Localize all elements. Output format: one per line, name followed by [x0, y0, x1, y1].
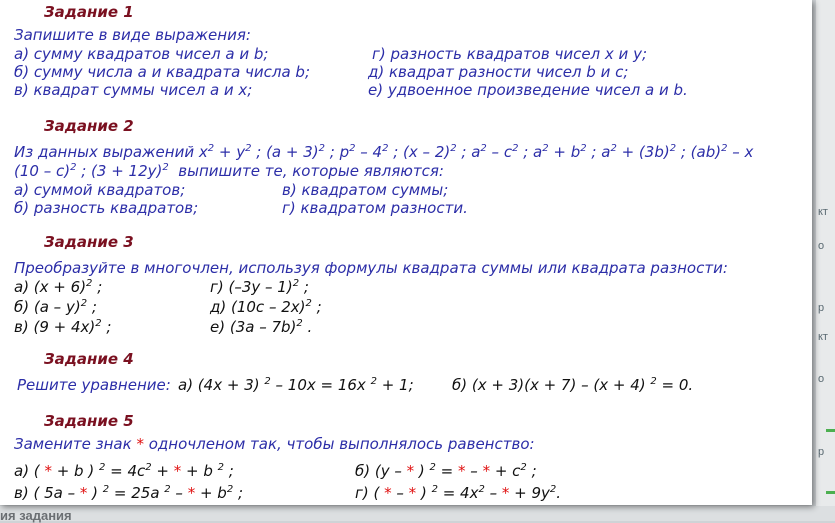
background-accent [826, 429, 835, 432]
task-2-item-a: а) суммой квадратов; [14, 181, 186, 199]
task-2-tail: выпишите те, которые являются: [178, 162, 444, 180]
task-3-intro: Преобразуйте в многочлен, используя формулы квадрата суммы или квадрата разности: [14, 259, 728, 277]
task-5-item-v: в) ( 5a – * ) $^2$ = 25a $^2$ – * + $b^2$ ; [14, 484, 244, 502]
task-1-item-e: е) удвоенное произведение чисел а и b. [368, 81, 688, 99]
task-2-expressions-cont: (10 – c)$^2$ ; $(3 + 12y)^2$ выпишите те, которые являются: [14, 162, 444, 180]
task-1-item-b: б) сумму числа а и квадрата числа b; [14, 63, 311, 81]
background-fragment: р [818, 302, 825, 314]
task-3-item-d: д) (10c – 2x)$^2$ ; [210, 298, 322, 316]
task-1-item-d: д) квадрат разности чисел b и c; [368, 63, 629, 81]
background-fragment: р [818, 446, 825, 458]
task-2-item-b: б) разность квадратов; [14, 199, 199, 217]
task-2-item-v: в) квадратом суммы; [282, 181, 449, 199]
task-5-heading: Задание 5 [44, 412, 134, 430]
task-4-heading: Задание 4 [44, 350, 134, 368]
task-2-heading: Задание 2 [44, 117, 134, 135]
background-fragment: кт [818, 206, 828, 218]
background-accent [826, 491, 835, 494]
background-bottom-strip [0, 506, 835, 521]
task-5-intro: Замените знак * одночленом так, чтобы выполнялось равенство: [14, 435, 535, 453]
task-2-expressions: $x^2 + y^2$ ; $(a + 3)^2$ ; $p^2 - 4^2$ ; (x – 2)$^2$ ; $a^2 - c^2$ ; $a^2 + b^2$ ; $a^2 + (3b)^2$ ; (ab)$^2$ – x [198, 143, 754, 161]
background-page-edge [816, 0, 835, 521]
task-4-equation-b: б) (x + 3)(x + 7) – (x + 4) $^2$ = 0. [452, 376, 694, 394]
task-3-item-a: а) $(x + 6)^2$ ; [14, 278, 103, 296]
task-5-item-b: б) (y – * ) $^2$ = * – * + $c^2$ ; [355, 462, 537, 480]
task-4-equation-a: а) (4x + 3) $^2$ – 10x = 16x $^2$ + 1; [178, 376, 414, 394]
background-fragment: о [818, 240, 825, 252]
background-bottom-text: ия задания [0, 508, 72, 523]
task-3-heading: Задание 3 [44, 233, 134, 251]
task-2-intro-line [14, 143, 753, 161]
task-1-heading: Задание 1 [44, 3, 134, 21]
task-3-item-b: б) (a – y)$^2$ ; [14, 298, 97, 316]
task-3-item-g: г) (–3y – 1)$^2$ ; [210, 278, 309, 296]
task-1-item-a: а) сумму квадратов чисел а и b; [14, 45, 269, 63]
task-4-intro: Решите уравнение: [17, 376, 171, 394]
task-1-intro: Запишите в виде выражения: [14, 26, 251, 44]
background-fragment: о [818, 373, 825, 385]
star-placeholder: * [136, 435, 144, 453]
task-1-item-v: в) квадрат суммы чисел а и х; [14, 81, 253, 99]
task-2-intro: Из данных выражений [14, 143, 195, 161]
task-2-item-g: г) квадратом разности. [282, 199, 468, 217]
task-3-item-e: е) (3a – 7b)$^2$ . [210, 318, 313, 336]
task-1-item-g: г) разность квадратов чисел x и y; [372, 45, 648, 63]
task-5-item-a: а) ( * + b ) $^2 = 4c^2$ + * + b $^2$ ; [14, 462, 234, 480]
task-5-item-g: г) ( * – * ) $^2 = 4x^2$ – * + $9y^2$. [355, 484, 562, 502]
background-fragment: кт [818, 331, 828, 343]
task-3-item-v: в) $(9 + 4x)^2$ ; [14, 318, 112, 336]
